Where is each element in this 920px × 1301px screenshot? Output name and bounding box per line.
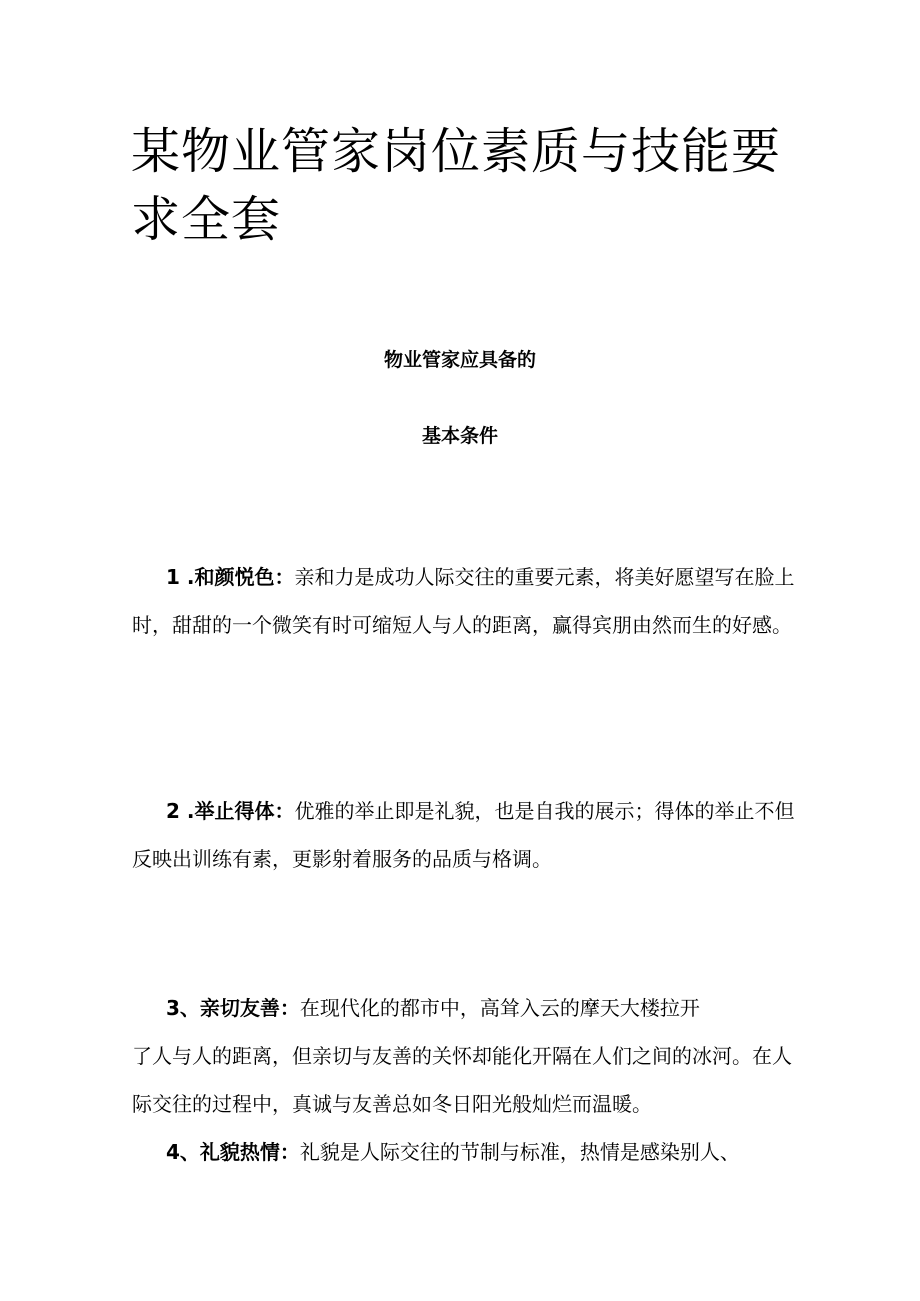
- paragraph-3-text-rest: 了人与人的距离，但亲切与友善的关怀却能化开隔在人们之间的冰河。在人际交往的过程中，真诚与友善总如冬日阳光般灿烂而温暖。: [132, 1044, 792, 1116]
- document-title: 某物业管家岗位素质与技能要求全套: [131, 123, 782, 248]
- paragraph-2-text: 优雅的举止即是礼貌，也是自我的展示；得体的举止不但反映出训练有素，更影射着服务的品质与格调。: [132, 799, 795, 871]
- paragraph-2-lead: 2 .举止得体：: [166, 799, 295, 823]
- paragraph-4-text: 礼貌是人际交往的节制与标准，热情是感染别人、: [299, 1140, 740, 1164]
- paragraph-4-lead: 4、礼貌热情：: [166, 1140, 300, 1164]
- section-heading-line1: 物业管家应具备的: [383, 349, 536, 371]
- section-heading-line2: 基本条件: [421, 425, 498, 447]
- paragraph-4: [132, 1128, 807, 1176]
- paragraph-2: [132, 787, 807, 883]
- paragraph-1-lead: 1 .和颜悦色：: [166, 565, 295, 589]
- paragraph-1-text: 亲和力是成功人际交往的重要元素，将美好愿望写在脸上时，甜甜的一个微笑有时可缩短人与人的距离，赢得宾朋由然而生的好感。: [132, 565, 795, 637]
- paragraph-1: [132, 553, 807, 649]
- paragraph-3-lead: 3、亲切友善：: [166, 996, 300, 1020]
- paragraph-3-first-line: [132, 984, 807, 1032]
- paragraph-3-text-line1: 在现代化的都市中，高耸入云的摩天大楼拉开: [299, 996, 700, 1020]
- paragraph-3: [132, 984, 807, 1128]
